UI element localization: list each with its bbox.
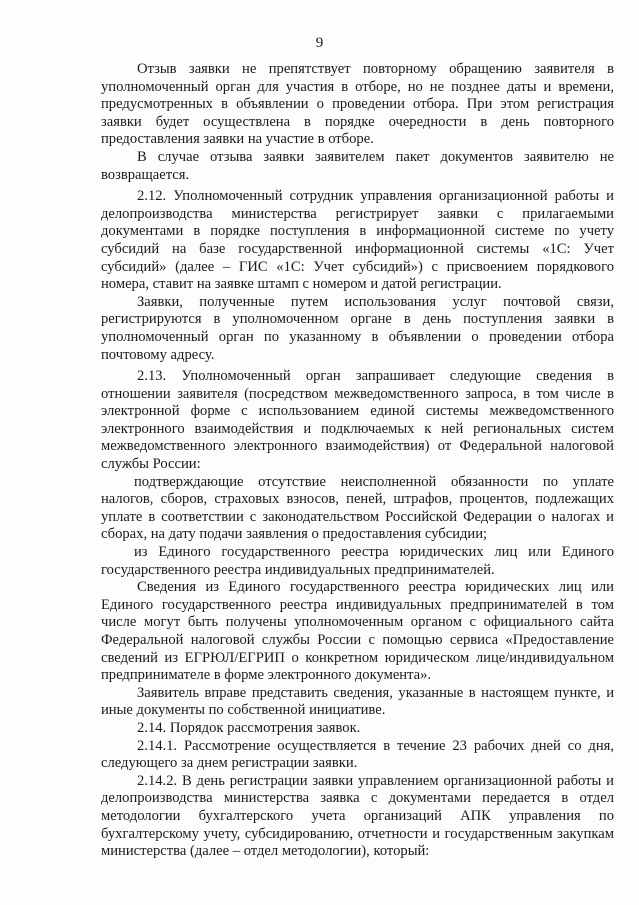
paragraph-postal-applications: Заявки, полученные путем использования услуг почтовой связи, регистрируются в уполномоченном органе в день поступления заявки в уполномоченный орган по указанному в объявлении о проведении отбора почтовому адресу. [101, 293, 614, 363]
paragraph-registry-info: Сведения из Единого государственного реестра юридических лиц или Единого государственного реестра индивидуальных предпринимателей в том числе могут быть получены уполномоченным органом с официального сайта Федеральной налоговой службы России с помощью сервиса «Предоставление сведений из ЕГРЮЛ/ЕГРИП о конкретном юридическом лице/индивидуальном предпринимателе в форме электронного документа». [101, 579, 614, 684]
paragraph-2-12: 2.12. Уполномоченный сотрудник управления организационной работы и делопроизводства министерства регистрирует заявки с прилагаемыми документами в порядке поступления в информационной системе по учету субсидий на базе государственной информационной системы «1С: Учет субсидий» (далее – ГИС «1С: Учет субсидий») с присвоением порядкового номера, ставит на заявке штамп с номером и датой регистрации. [101, 188, 614, 293]
paragraph-withdrawal: Отзыв заявки не препятствует повторному обращению заявителя в уполномоченный орган для участия в отборе, но не позднее даты и времени, предусмотренных в объявлении о проведении отбора. При этом регистрация заявки будет осуществлена в порядке очередности в день повторного предоставления заявки на участие в отборе. [101, 61, 614, 148]
paragraph-state-registry: из Единого государственного реестра юридических лиц или Единого государственного реестра индивидуальных предпринимателей. [101, 544, 614, 578]
paragraph-2-14-1: 2.14.1. Рассмотрение осуществляется в течение 23 рабочих дней со дня, следующего за днем регистрации заявки. [101, 737, 614, 772]
paragraph-applicant-rights: Заявитель вправе представить сведения, указанные в настоящем пункте, и иные документы по собственной инициативе. [101, 684, 614, 719]
document-body [101, 61, 614, 861]
paragraph-2-14: 2.14. Порядок рассмотрения заявок. [137, 719, 361, 736]
paragraph-2-14-2: 2.14.2. В день регистрации заявки управлением организационной работы и делопроизводства министерства заявка с документами передается в отдел методологии бухгалтерского учета организаций АПК управления по бухгалтерскому учету, субсидированию, отчетности и государственным закупкам министерства (далее – отдел методологии), который: [101, 772, 614, 860]
page-number: 9 [315, 35, 324, 51]
paragraph-tax-obligations: подтверждающие отсутствие неисполненной обязанности по уплате налогов, сборов, страховых взносов, пеней, штрафов, процентов, подлежащих уплате в соответствии с законодательством Российской Федерации о налогах и сборах, на дату подачи заявления о предоставления субсидии; [101, 473, 614, 543]
paragraph-2-13: 2.13. Уполномоченный орган запрашивает следующие сведения в отношении заявителя (посредством межведомственного запроса, в том числе в электронной форме с использованием единой системы межведомственного электронного взаимодействия и подключаемых к ней региональных систем межведомственного электронного взаимодействия) от Федеральной налоговой службы России: [101, 368, 614, 473]
paragraph-no-return: В случае отзыва заявки заявителем пакет документов заявителю не возвращается. [101, 148, 614, 183]
